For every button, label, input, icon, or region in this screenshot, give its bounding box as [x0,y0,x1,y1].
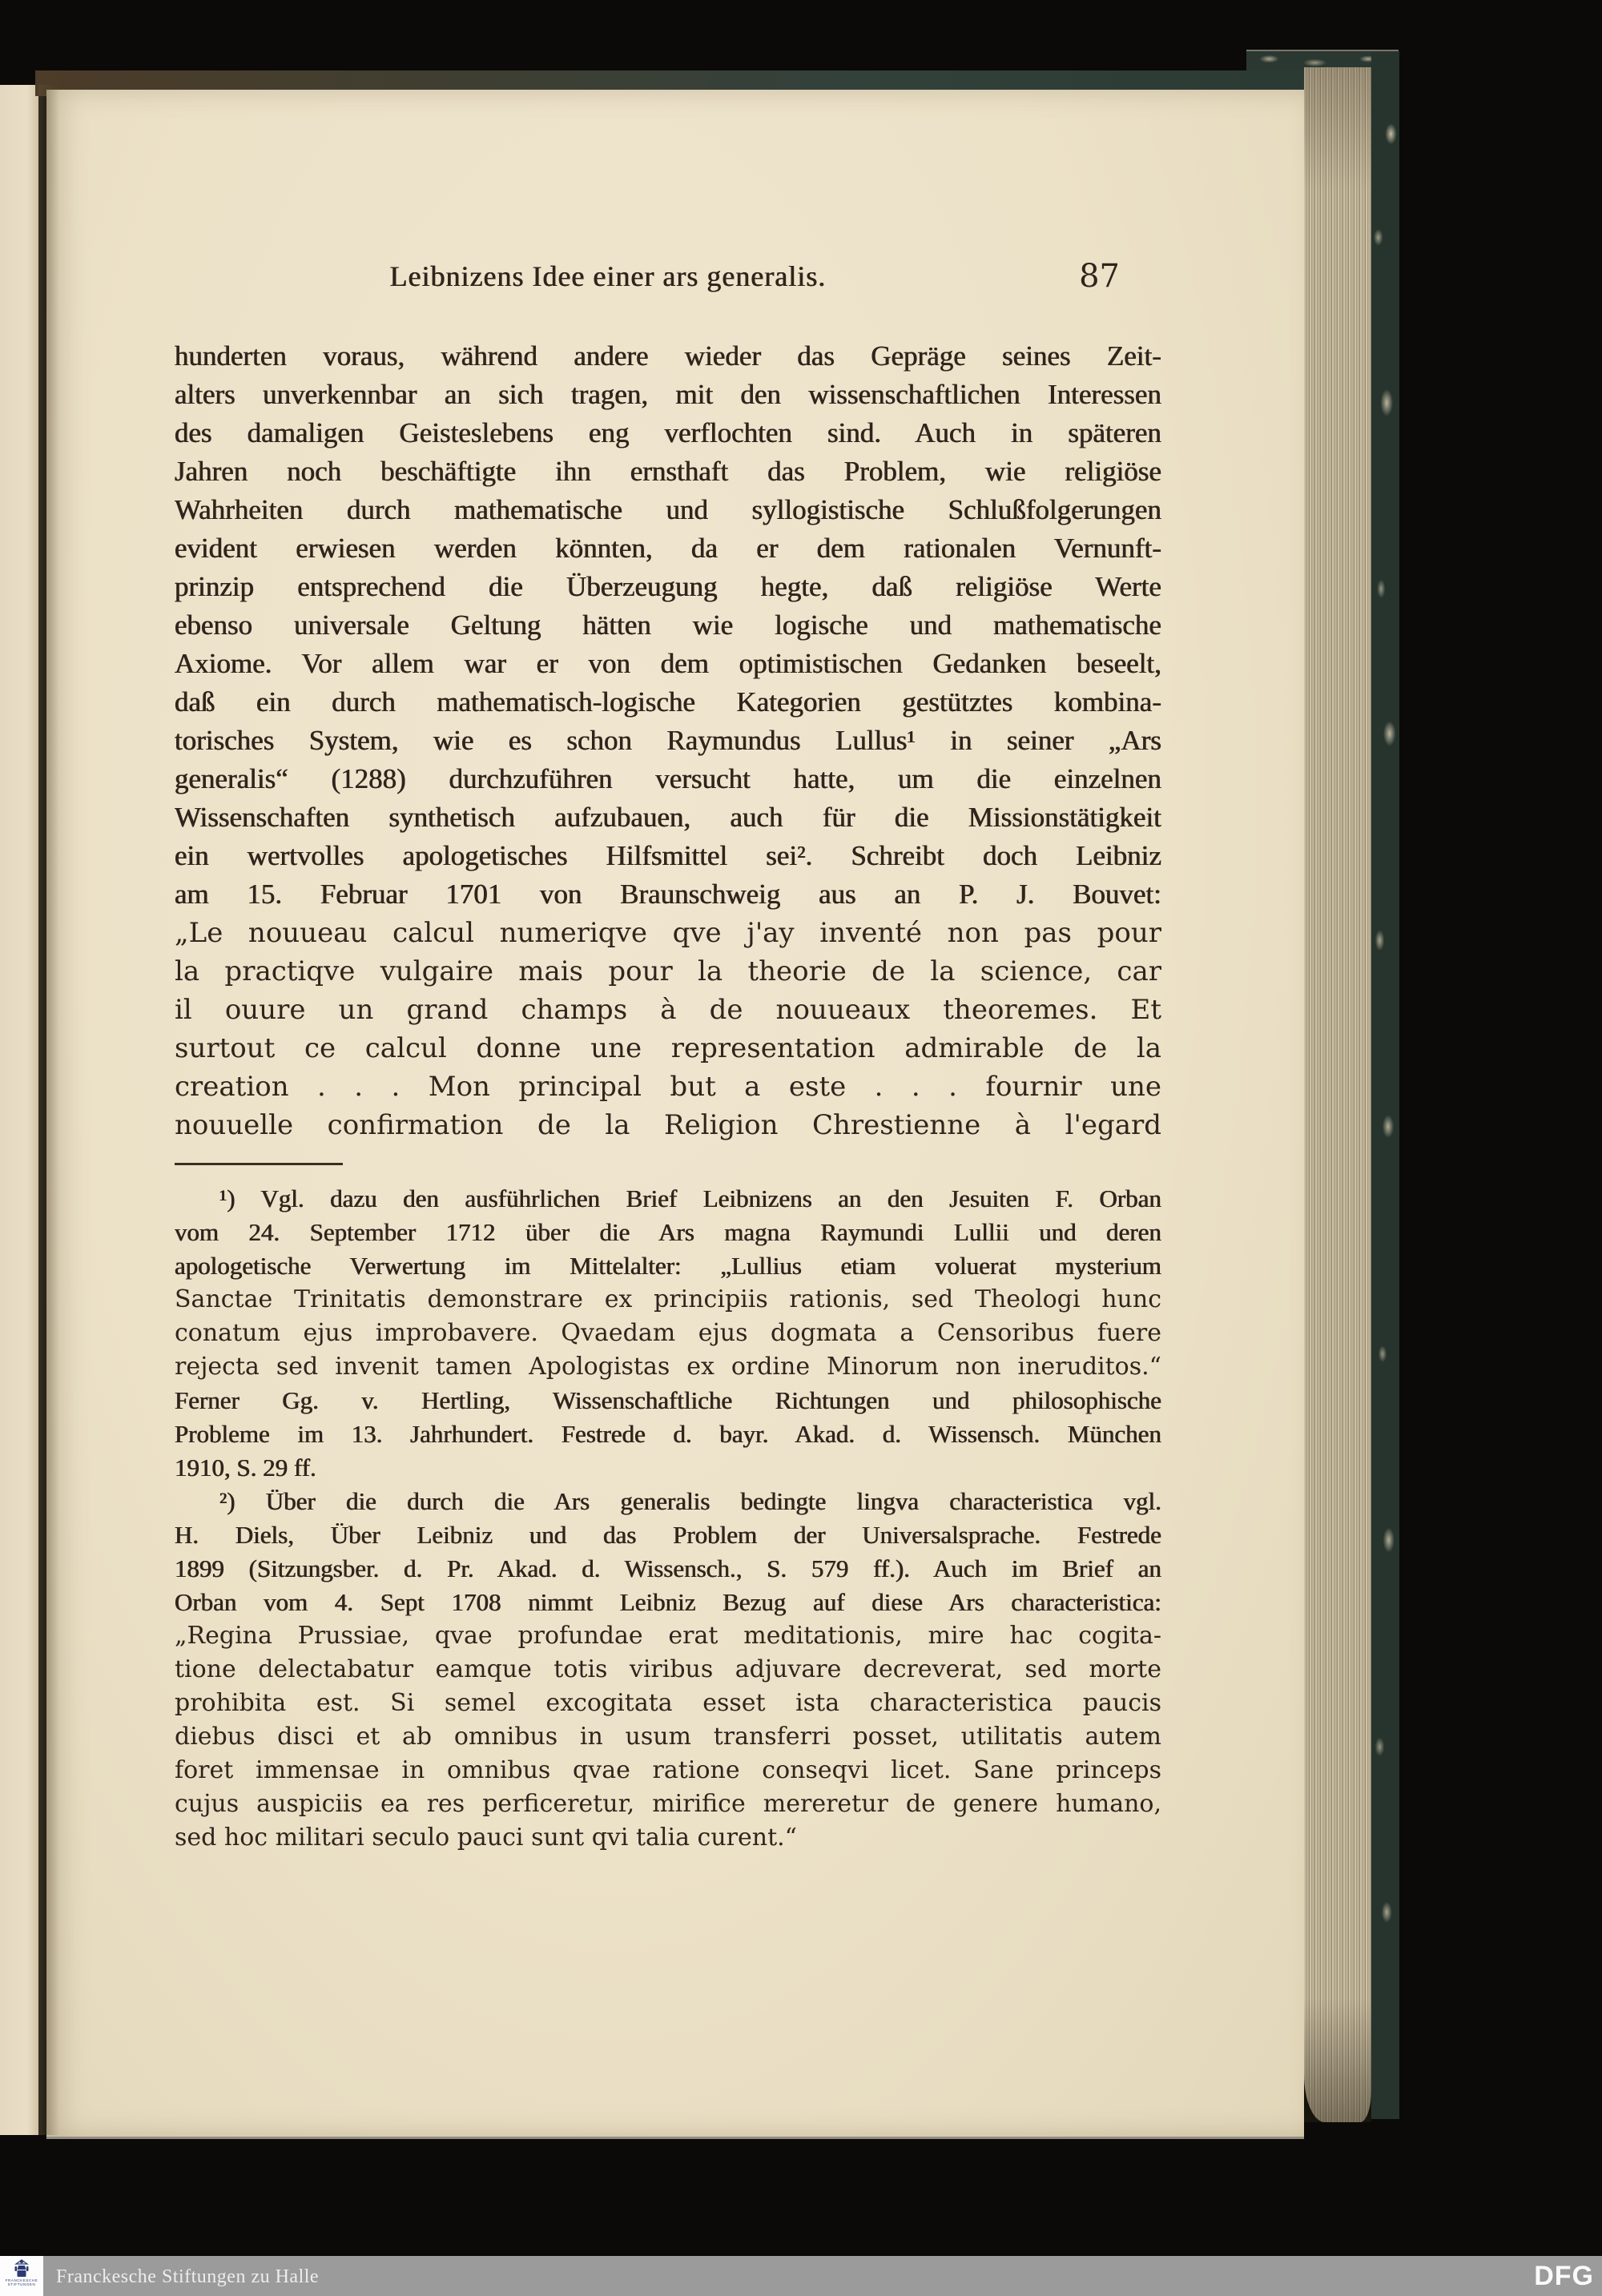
body-line: generalis“ (1288) durchzuführen versucht hatte, um die einzelnen [175,763,1161,794]
body-line: Wahrheiten durch mathematische und syllogistische Schlußfolgerungen [175,494,1161,525]
body-line: prinzip entsprechend die Überzeugung hegte, daß religiöse Werte [175,571,1161,602]
footnote2-line: tione delectabatur eamque totis viribus adjuvare decreverat, sed morte [175,1655,1161,1683]
footnote1-line: ¹) Vgl. dazu den ausführlichen Brief Leibnizens an den Jesuiten F. Orban [219,1184,1161,1212]
franckesche-stiftungen-logo [0,2256,43,2296]
archive-footer-bar [0,2256,1602,2296]
footnote1-line: conatum ejus improbavere. Qvaedam ejus dogmata a Censoribus fuere [175,1319,1161,1347]
footnote2-line: H. Diels, Über Leibniz und das Problem der Universalsprache. Festrede [175,1521,1161,1549]
body-line-french-quote: nouuelle confirmation de la Religion Chrestienne à l'egard [175,1109,1161,1141]
footnote1-line: Probleme im 13. Jahrhundert. Festrede d. bayr. Akad. d. Wissensch. München [175,1420,1161,1448]
body-line: Axiome. Vor allem war er von dem optimistischen Gedanken beseelt, [175,648,1161,679]
body-line: des damaligen Geisteslebens eng verflochten sind. Auch in späteren [175,417,1161,448]
franckesche-emblem-icon [14,2259,30,2278]
body-line: evident erwiesen werden könnten, da er dem rationalen Vernunft- [175,533,1161,564]
body-line: ebenso universale Geltung hätten wie logische und mathematische [175,609,1161,641]
body-line-french-quote: il ouure un grand champs à de nouueaux theoremes. Et [175,994,1161,1026]
page-header [175,258,1161,298]
fore-edge-page-stack [1304,67,1371,2122]
body-line: Wissenschaften synthetisch aufzubauen, auch für die Missionstätigkeit [175,802,1161,833]
adjacent-page-edge [0,85,38,2135]
body-line: torisches System, wie es schon Raymundus Lullus¹ in seiner „Ars [175,725,1161,756]
dfg-logo: DFG [1534,2261,1594,2291]
footnote1-line: apologetische Verwertung im Mittelalter: „Lullius etiam voluerat mysterium [175,1252,1161,1280]
footnote2-line: „Regina Prussiae, qvae profundae erat meditationis, mire hac cogita- [175,1622,1161,1650]
footnote2-line: cujus auspiciis ea res perficeretur, mirifice mereretur de genere humano, [175,1790,1161,1818]
body-line: ein wertvolles apologetisches Hilfsmittel sei². Schreibt doch Leibniz [175,840,1161,871]
footnote2-line: sed hoc militari seculo pauci sunt qvi talia curent.“ [175,1824,797,1852]
running-title: Leibnizens Idee einer ars generalis. [389,260,827,292]
footnote1-line: Ferner Gg. v. Hertling, Wissenschaftliche Richtungen und philosophische [175,1386,1161,1414]
footnotes [175,1182,1161,1855]
footnote2-line: ²) Über die durch die Ars generalis bedingte lingva characteristica vgl. [219,1487,1161,1515]
logo-caption-line1: FRANCKESCHE [5,2278,38,2282]
footnote2-line: diebus disci et ab omnibus in usum transferri posset, utilitatis autem [175,1723,1161,1751]
gutter-shadow [38,85,59,2135]
footnote2-line: Orban vom 4. Sept 1708 nimmt Leibniz Bezug auf diese Ars characteristica: [175,1588,1161,1616]
body-line: hunderten voraus, während andere wieder das Gepräge seines Zeit- [175,340,1161,372]
body-line: am 15. Februar 1701 von Braunschweig aus an P. J. Bouvet: [175,879,1161,910]
footnote2-line: foret immensae in omnibus qvae ratione conseqvi licet. Sane princeps [175,1756,1161,1784]
footnote1-line: Sanctae Trinitatis demonstrare ex principiis rationis, sed Theologi hunc [175,1285,1161,1313]
footnote1-line: 1910, S. 29 ff. [175,1454,316,1482]
logo-caption-line2: STIFTUNGEN [7,2282,36,2286]
body-line-french-quote: la practiqve vulgaire mais pour la theorie de la science, car [175,955,1161,987]
footnote2-line: 1899 (Sitzungsber. d. Pr. Akad. d. Wissensch., S. 579 ff.). Auch im Brief an [175,1554,1161,1582]
page-number: 87 [1079,258,1120,295]
institution-name: Franckesche Stiftungen zu Halle [56,2266,320,2287]
body-line: Jahren noch beschäftigte ihn ernsthaft das Problem, wie religiöse [175,456,1161,487]
footnote1-line: rejecta sed invenit tamen Apologistas ex ordine Minorum non ineruditos.“ [175,1353,1161,1381]
body-text [175,337,1161,1144]
body-line-french-quote: „Le nouueau calcul numeriqve qve j'ay inventé non pas pour [175,917,1161,949]
footnote-separator-rule [175,1163,343,1165]
body-line-french-quote: creation . . . Mon principal but a este . . . fournir une [175,1071,1161,1103]
body-line-french-quote: surtout ce calcul donne une representation admirable de la [175,1032,1161,1064]
footnote1-line: vom 24. September 1712 über die Ars magna Raymundi Lullii und deren [175,1218,1161,1246]
body-line: daß ein durch mathematisch-logische Kategorien gestütztes kombina- [175,686,1161,718]
body-line: alters unverkennbar an sich tragen, mit den wissenschaftlichen Interessen [175,379,1161,410]
marbled-cover-edge [1371,51,1399,2119]
footnote2-line: prohibita est. Si semel excogitata esset ista characteristica paucis [175,1689,1161,1717]
